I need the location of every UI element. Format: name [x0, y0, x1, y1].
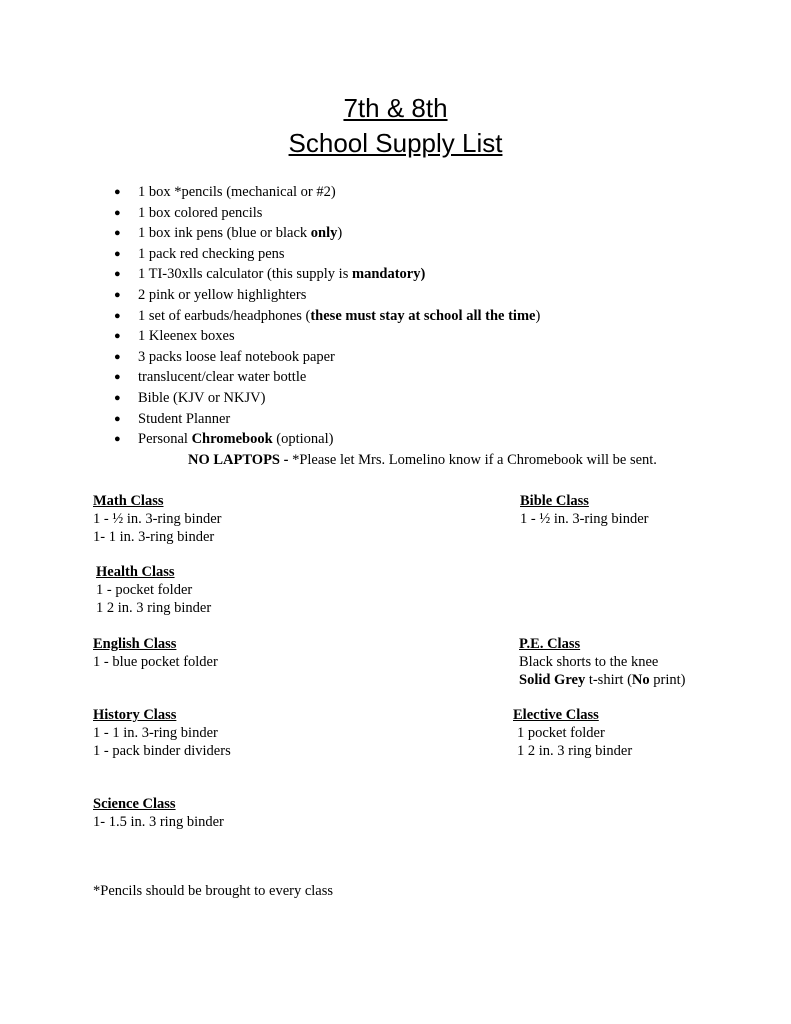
supply-item: ● 1 Kleenex boxes: [112, 326, 540, 347]
section-item: 1- 1 in. 3-ring binder: [93, 529, 215, 545]
section-heading: History Class: [93, 707, 177, 723]
science-class-section: [93, 795, 224, 831]
section-item: 1 pocket folder: [517, 725, 605, 741]
note-bold: NO LAPTOPS -: [188, 452, 293, 468]
supply-item: ● 3 packs loose leaf notebook paper: [112, 347, 540, 368]
supply-item: ● Bible (KJV or NKJV): [112, 388, 540, 409]
supply-item: ● Personal Chromebook (optional): [112, 429, 540, 450]
section-heading: Elective Class: [513, 707, 599, 723]
english-class-section: [93, 635, 218, 671]
supply-item: ● translucent/clear water bottle: [112, 367, 540, 388]
section-item: 1 - pack binder dividers: [93, 743, 231, 759]
section-heading: Health Class: [96, 564, 175, 580]
section-item: 1 - blue pocket folder: [93, 654, 218, 670]
section-heading: Math Class: [93, 493, 164, 509]
section-item: 1 2 in. 3 ring binder: [517, 743, 633, 759]
section-item: 1 - pocket folder: [96, 582, 193, 598]
health-class-section: [96, 563, 211, 617]
supply-item: ● Student Planner: [112, 409, 540, 430]
elective-class-section: [513, 706, 632, 760]
supply-item: ● 2 pink or yellow highlighters: [112, 285, 540, 306]
section-item: 1 - ½ in. 3-ring binder: [520, 511, 649, 527]
laptop-note: [188, 450, 657, 470]
math-class-section: [93, 492, 221, 546]
note-text: *Please let Mrs. Lomelino know if a Chromebook will be sent.: [292, 452, 657, 468]
section-item: 1 - ½ in. 3-ring binder: [93, 511, 222, 527]
section-heading: P.E. Class: [519, 636, 581, 652]
section-item: Solid Grey t-shirt (No print): [519, 672, 686, 688]
section-item: 1 2 in. 3 ring binder: [96, 600, 212, 616]
supply-list: [112, 182, 540, 450]
supply-item: ● 1 box *pencils (mechanical or #2): [112, 182, 540, 203]
section-heading: Science Class: [93, 796, 176, 812]
supply-item: ● 1 pack red checking pens: [112, 244, 540, 265]
section-item: Black shorts to the knee: [519, 654, 659, 670]
footer-note: *Pencils should be brought to every class: [93, 883, 334, 899]
title-supply-list: School Supply List: [288, 128, 503, 158]
title-grades: 7th & 8th: [343, 93, 448, 123]
supply-item: ● 1 box colored pencils: [112, 203, 540, 224]
supply-item: ● 1 set of earbuds/headphones (these must stay at school all the time): [112, 306, 540, 327]
history-class-section: [93, 706, 231, 760]
section-item: 1 - 1 in. 3-ring binder: [93, 725, 218, 741]
pe-class-section: [519, 635, 686, 689]
bible-class-section: [520, 492, 648, 528]
supply-item: ● 1 box ink pens (blue or black only): [112, 223, 540, 244]
section-heading: English Class: [93, 636, 177, 652]
section-item: 1- 1.5 in. 3 ring binder: [93, 814, 224, 830]
section-heading: Bible Class: [520, 493, 589, 509]
supply-item: ● 1 TI-30xlls calculator (this supply is mandatory): [112, 264, 540, 285]
